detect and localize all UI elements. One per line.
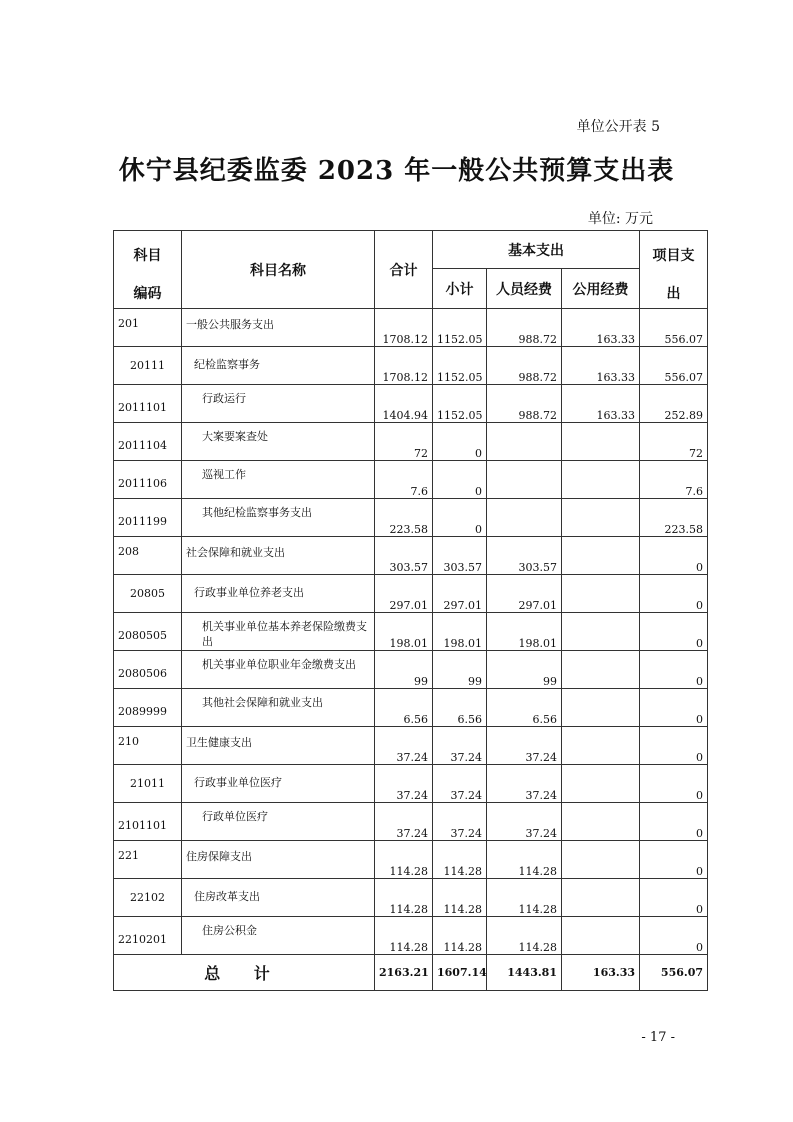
row-personnel: 99 bbox=[487, 651, 562, 689]
row-public bbox=[562, 917, 640, 955]
row-total: 1708.12 bbox=[375, 309, 433, 347]
row-code: 221 bbox=[114, 841, 182, 879]
budget-table bbox=[113, 230, 708, 991]
header-public: 公用经费 bbox=[562, 269, 640, 309]
row-personnel: 114.28 bbox=[487, 841, 562, 879]
row-subtotal: 99 bbox=[433, 651, 487, 689]
header-total: 合计 bbox=[375, 231, 433, 309]
row-total: 1404.94 bbox=[375, 385, 433, 423]
row-public bbox=[562, 879, 640, 917]
table-row bbox=[114, 575, 708, 613]
table-row bbox=[114, 651, 708, 689]
row-total: 297.01 bbox=[375, 575, 433, 613]
row-code: 20111 bbox=[114, 347, 182, 385]
header-project-line2: 出 bbox=[666, 286, 681, 302]
form-label: 单位公开表 5 bbox=[576, 119, 660, 135]
table-row bbox=[114, 917, 708, 955]
row-public bbox=[562, 499, 640, 537]
row-project: 72 bbox=[640, 423, 708, 461]
row-personnel: 297.01 bbox=[487, 575, 562, 613]
row-name: 社会保障和就业支出 bbox=[182, 537, 375, 575]
row-public bbox=[562, 651, 640, 689]
row-total: 303.57 bbox=[375, 537, 433, 575]
row-project: 0 bbox=[640, 613, 708, 651]
row-subtotal: 0 bbox=[433, 461, 487, 499]
row-project: 7.6 bbox=[640, 461, 708, 499]
grand-total-row bbox=[114, 955, 708, 991]
grand-total-total: 2163.21 bbox=[375, 955, 433, 991]
row-public bbox=[562, 727, 640, 765]
row-name: 其他纪检监察事务支出 bbox=[182, 499, 375, 537]
row-name: 纪检监察事务 bbox=[182, 347, 375, 385]
row-total: 114.28 bbox=[375, 841, 433, 879]
row-personnel: 6.56 bbox=[487, 689, 562, 727]
table-row bbox=[114, 689, 708, 727]
row-public bbox=[562, 765, 640, 803]
row-code: 201 bbox=[114, 309, 182, 347]
row-total: 1708.12 bbox=[375, 347, 433, 385]
row-project: 223.58 bbox=[640, 499, 708, 537]
row-code: 2210201 bbox=[114, 917, 182, 955]
row-project: 556.07 bbox=[640, 347, 708, 385]
row-name: 行政单位医疗 bbox=[182, 803, 375, 841]
row-total: 72 bbox=[375, 423, 433, 461]
row-project: 252.89 bbox=[640, 385, 708, 423]
row-subtotal: 297.01 bbox=[433, 575, 487, 613]
table-row bbox=[114, 613, 708, 651]
grand-total-public: 163.33 bbox=[562, 955, 640, 991]
row-public bbox=[562, 803, 640, 841]
row-total: 37.24 bbox=[375, 727, 433, 765]
row-subtotal: 1152.05 bbox=[433, 347, 487, 385]
row-public bbox=[562, 841, 640, 879]
row-total: 37.24 bbox=[375, 765, 433, 803]
row-total: 198.01 bbox=[375, 613, 433, 651]
row-subtotal: 303.57 bbox=[433, 537, 487, 575]
row-project: 0 bbox=[640, 689, 708, 727]
row-code: 2011104 bbox=[114, 423, 182, 461]
row-name: 机关事业单位基本养老保险缴费支出 bbox=[182, 613, 375, 651]
row-project: 0 bbox=[640, 841, 708, 879]
row-name: 行政事业单位医疗 bbox=[182, 765, 375, 803]
table-row bbox=[114, 423, 708, 461]
row-public: 163.33 bbox=[562, 385, 640, 423]
row-personnel: 988.72 bbox=[487, 347, 562, 385]
row-code: 208 bbox=[114, 537, 182, 575]
row-total: 37.24 bbox=[375, 803, 433, 841]
row-name: 卫生健康支出 bbox=[182, 727, 375, 765]
row-project: 0 bbox=[640, 651, 708, 689]
table-row bbox=[114, 537, 708, 575]
header-personnel: 人员经费 bbox=[487, 269, 562, 309]
row-public bbox=[562, 613, 640, 651]
row-subtotal: 114.28 bbox=[433, 841, 487, 879]
table-row bbox=[114, 385, 708, 423]
header-project bbox=[640, 231, 708, 309]
row-public bbox=[562, 575, 640, 613]
row-code: 2011101 bbox=[114, 385, 182, 423]
row-public bbox=[562, 461, 640, 499]
row-public bbox=[562, 689, 640, 727]
row-personnel: 114.28 bbox=[487, 879, 562, 917]
row-total: 223.58 bbox=[375, 499, 433, 537]
row-personnel bbox=[487, 461, 562, 499]
row-subtotal: 1152.05 bbox=[433, 385, 487, 423]
row-name: 住房保障支出 bbox=[182, 841, 375, 879]
row-name: 大案要案查处 bbox=[182, 423, 375, 461]
row-total: 99 bbox=[375, 651, 433, 689]
row-personnel: 198.01 bbox=[487, 613, 562, 651]
row-code: 21011 bbox=[114, 765, 182, 803]
row-code: 20805 bbox=[114, 575, 182, 613]
header-name: 科目名称 bbox=[182, 231, 375, 309]
table-row bbox=[114, 461, 708, 499]
grand-total-subtotal: 1607.14 bbox=[433, 955, 487, 991]
unit-label: 单位: 万元 bbox=[587, 211, 653, 227]
row-personnel: 988.72 bbox=[487, 309, 562, 347]
row-code: 210 bbox=[114, 727, 182, 765]
row-project: 0 bbox=[640, 537, 708, 575]
row-project: 0 bbox=[640, 879, 708, 917]
row-personnel: 37.24 bbox=[487, 765, 562, 803]
row-total: 6.56 bbox=[375, 689, 433, 727]
header-code bbox=[114, 231, 182, 309]
row-name: 行政事业单位养老支出 bbox=[182, 575, 375, 613]
row-public: 163.33 bbox=[562, 309, 640, 347]
row-public bbox=[562, 423, 640, 461]
row-total: 114.28 bbox=[375, 879, 433, 917]
row-personnel: 303.57 bbox=[487, 537, 562, 575]
row-name: 住房公积金 bbox=[182, 917, 375, 955]
row-code: 2089999 bbox=[114, 689, 182, 727]
row-project: 0 bbox=[640, 575, 708, 613]
row-name: 巡视工作 bbox=[182, 461, 375, 499]
row-project: 0 bbox=[640, 765, 708, 803]
row-subtotal: 0 bbox=[433, 499, 487, 537]
header-basic: 基本支出 bbox=[433, 231, 640, 269]
row-project: 0 bbox=[640, 727, 708, 765]
row-personnel bbox=[487, 499, 562, 537]
row-total: 114.28 bbox=[375, 917, 433, 955]
row-total: 7.6 bbox=[375, 461, 433, 499]
row-subtotal: 6.56 bbox=[433, 689, 487, 727]
table-row bbox=[114, 309, 708, 347]
row-name: 一般公共服务支出 bbox=[182, 309, 375, 347]
row-name: 其他社会保障和就业支出 bbox=[182, 689, 375, 727]
row-name: 行政运行 bbox=[182, 385, 375, 423]
row-subtotal: 0 bbox=[433, 423, 487, 461]
row-subtotal: 37.24 bbox=[433, 803, 487, 841]
row-code: 2011199 bbox=[114, 499, 182, 537]
row-project: 556.07 bbox=[640, 309, 708, 347]
row-code: 2101101 bbox=[114, 803, 182, 841]
row-name: 机关事业单位职业年金缴费支出 bbox=[182, 651, 375, 689]
row-code: 2080506 bbox=[114, 651, 182, 689]
row-subtotal: 1152.05 bbox=[433, 309, 487, 347]
row-personnel: 988.72 bbox=[487, 385, 562, 423]
row-public bbox=[562, 537, 640, 575]
header-subtotal: 小计 bbox=[433, 269, 487, 309]
row-subtotal: 114.28 bbox=[433, 879, 487, 917]
row-code: 22102 bbox=[114, 879, 182, 917]
table-row bbox=[114, 727, 708, 765]
page-number: - 17 - bbox=[641, 1030, 675, 1045]
row-code: 2011106 bbox=[114, 461, 182, 499]
row-subtotal: 37.24 bbox=[433, 765, 487, 803]
row-name: 住房改革支出 bbox=[182, 879, 375, 917]
row-code: 2080505 bbox=[114, 613, 182, 651]
grand-total-label: 总 计 bbox=[114, 955, 375, 991]
row-subtotal: 37.24 bbox=[433, 727, 487, 765]
header-code-line2: 编码 bbox=[133, 286, 162, 302]
row-public: 163.33 bbox=[562, 347, 640, 385]
grand-total-project: 556.07 bbox=[640, 955, 708, 991]
header-code-line1: 科目 bbox=[133, 248, 162, 264]
table-row bbox=[114, 347, 708, 385]
row-personnel: 37.24 bbox=[487, 727, 562, 765]
table-row bbox=[114, 765, 708, 803]
grand-total-personnel: 1443.81 bbox=[487, 955, 562, 991]
row-subtotal: 114.28 bbox=[433, 917, 487, 955]
page-title: 休宁县纪委监委 2023 年一般公共预算支出表 bbox=[118, 156, 675, 186]
row-project: 0 bbox=[640, 917, 708, 955]
row-subtotal: 198.01 bbox=[433, 613, 487, 651]
header-project-line1: 项目支 bbox=[652, 248, 695, 264]
table-row bbox=[114, 803, 708, 841]
table-row bbox=[114, 841, 708, 879]
row-project: 0 bbox=[640, 803, 708, 841]
row-personnel bbox=[487, 423, 562, 461]
row-personnel: 114.28 bbox=[487, 917, 562, 955]
table-row bbox=[114, 879, 708, 917]
row-personnel: 37.24 bbox=[487, 803, 562, 841]
table-row bbox=[114, 499, 708, 537]
